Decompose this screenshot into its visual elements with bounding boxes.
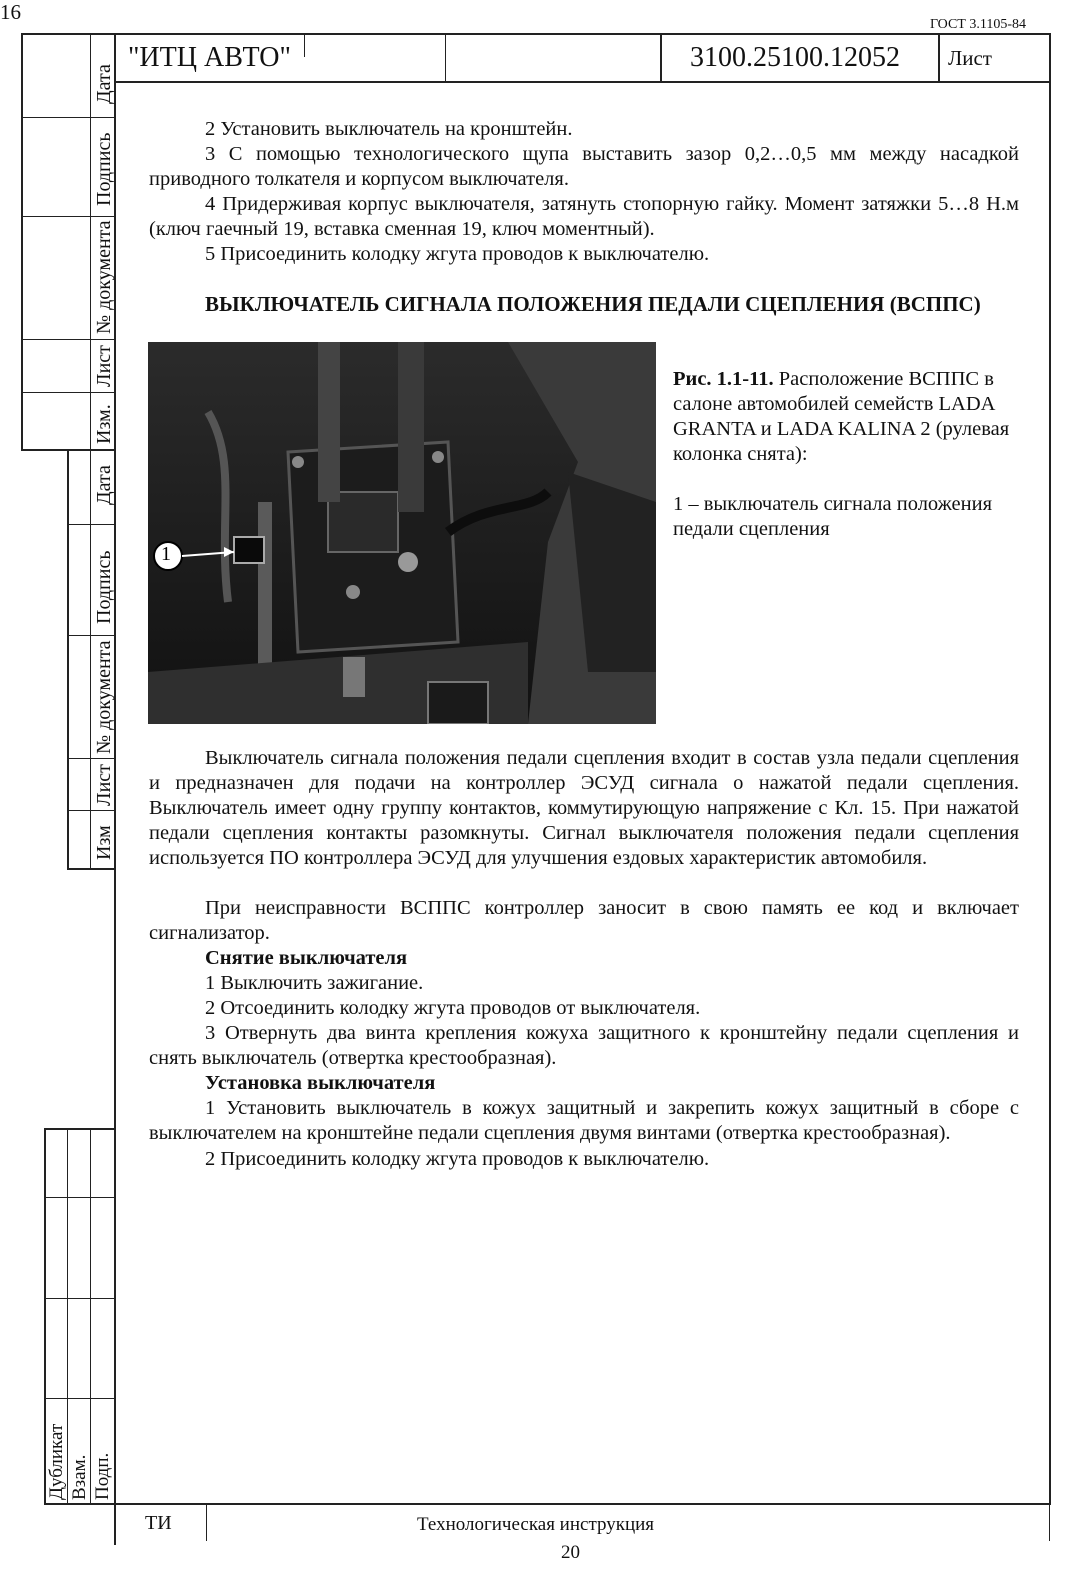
header-div-2 (660, 33, 662, 82)
step-install-5: 5 Присоединить колодку жгута проводов к выключателю. (205, 243, 710, 265)
removal-step-1: 1 Выключить зажигание. (205, 972, 424, 994)
install-step-1: 1 Установить выключатель в кожух защитный и закрепить кожух защитный в сборе с выключателем на кронштейне педали сцепления двумя винтами (отвертка крестообразная). (149, 1097, 1019, 1144)
stamp-label-docnum: № документа (93, 220, 115, 334)
removal-title: Снятие выключателя (205, 947, 408, 969)
stamp-label-sign-bottom: Подп. (92, 1452, 113, 1500)
gost-label: ГОСТ 3.1105-84 (929, 17, 1026, 32)
stamp-top (21, 33, 115, 35)
header-div-1 (445, 33, 446, 82)
stamp-row (21, 117, 115, 118)
frame-right (1049, 33, 1051, 1505)
pedal-assembly-illustration (148, 342, 656, 724)
figure-caption (673, 367, 1019, 542)
stamp-label-sign-2: Подпись (93, 550, 115, 624)
install-title: Установка выключателя (205, 1072, 436, 1094)
stamp-row (67, 758, 115, 759)
stamp-row (67, 635, 115, 636)
stamp-label-change: Изм. (93, 404, 115, 444)
footer-right-line (1049, 1503, 1050, 1541)
step-install-2: 2 Установить выключатель на кронштейн. (205, 118, 573, 140)
description-para-2: При неисправности ВСППС контроллер заносит в свою память ее код и включает сигнализатор. (149, 897, 1019, 944)
stamp-row (67, 810, 115, 811)
stamp-label-sheet: Лист (93, 345, 115, 387)
figure-callout-1: 1 (161, 543, 171, 565)
figure-caption-text: Расположение ВСППС в салоне автомобилей семейств LADA GRANTA и LADA KALINA 2 (рулевая колонка снята): (673, 368, 1010, 465)
stamp-label-change-2: Изм (93, 825, 115, 860)
removal-step-2: 2 Отсоединить колодку жгута проводов от выключателя. (205, 997, 701, 1019)
step-install-3: 3 С помощью технологического щупа выставить зазор 0,2…0,5 мм между насадкой приводного толкателя и корпусом выключателя. (149, 143, 1019, 190)
stamp-label-sheet-2: Лист (93, 764, 115, 806)
org-name: "ИТЦ АВТО" (128, 42, 291, 73)
footer-code: ТИ (145, 1512, 172, 1534)
removal-step-3: 3 Отвернуть два винта крепления кожуха защитного к кронштейну педали сцепления и снять выключатель (отвертка крестообразная). (149, 1022, 1019, 1069)
bstamp-top (44, 1128, 115, 1130)
stamp-row (21, 339, 115, 340)
stamp-label-sign: Подпись (93, 132, 115, 206)
bstamp-row (44, 1197, 115, 1198)
stamp-label-duplicate: Дубликат (46, 1423, 67, 1500)
doc-code: 3100.25100.12052 (690, 42, 900, 73)
description-para-1: Выключатель сигнала положения педали сцепления входит в состав узла педали сцепления и предназначен для подачи на контроллер ЭСУД сигнала о нажатой педали сцепления. Выключатель имеет одну группу контактов, коммутирующую напряжение с Кл. 15. При нажатой педали сцепления контакты разомкнуты. Сигнал выключателя положения педали сцепления используется ПО контроллера ЭСУД для улучшения ездовых характеристик автомобиля. (149, 747, 1019, 869)
stamp-label-replace: Взам. (69, 1454, 90, 1500)
step-install-4: 4 Придерживая корпус выключателя, затянуть стопорную гайку. Момент затяжки 5…8 Н.м (ключ гаечный 19, вставка сменная 19, ключ моментный). (149, 193, 1019, 240)
sheet-number: 16 (0, 0, 21, 24)
stamp-row (67, 524, 115, 525)
install-step-2: 2 Присоединить колодку жгута проводов к выключателю. (205, 1148, 710, 1170)
bstamp-col2 (90, 1128, 91, 1504)
frame-bottom (114, 1503, 1051, 1505)
stamp-inner (90, 33, 91, 869)
stamp-row (21, 392, 115, 393)
figure-label: Рис. 1.1-11. (673, 368, 774, 390)
page-number: 20 (561, 1542, 580, 1563)
stamp-row (21, 216, 115, 217)
stamp-left-2 (67, 449, 69, 869)
figure-legend: 1 – выключатель сигнала положения педали сцепления (673, 493, 993, 540)
stamp-label-date: Дата (93, 64, 115, 104)
stamp-label-date-2: Дата (93, 465, 115, 505)
figure-photo (148, 342, 656, 724)
sheet-label: Лист (948, 45, 992, 70)
footer-divider (206, 1503, 207, 1541)
bstamp-bottom (44, 1503, 115, 1505)
footer-description: Технологическая инструкция (417, 1514, 655, 1535)
stamp-bottom (67, 868, 115, 870)
stamp-left-1 (21, 33, 23, 450)
bstamp-row (44, 1298, 115, 1299)
header-tick (304, 33, 305, 57)
header-div-3 (938, 33, 940, 82)
bstamp-row (44, 1398, 115, 1399)
stamp-label-docnum-2: № документа (93, 640, 115, 754)
section-title: ВЫКЛЮЧАТЕЛЬ СИГНАЛА ПОЛОЖЕНИЯ ПЕДАЛИ СЦЕПЛЕНИЯ (ВСППС) (205, 292, 981, 316)
